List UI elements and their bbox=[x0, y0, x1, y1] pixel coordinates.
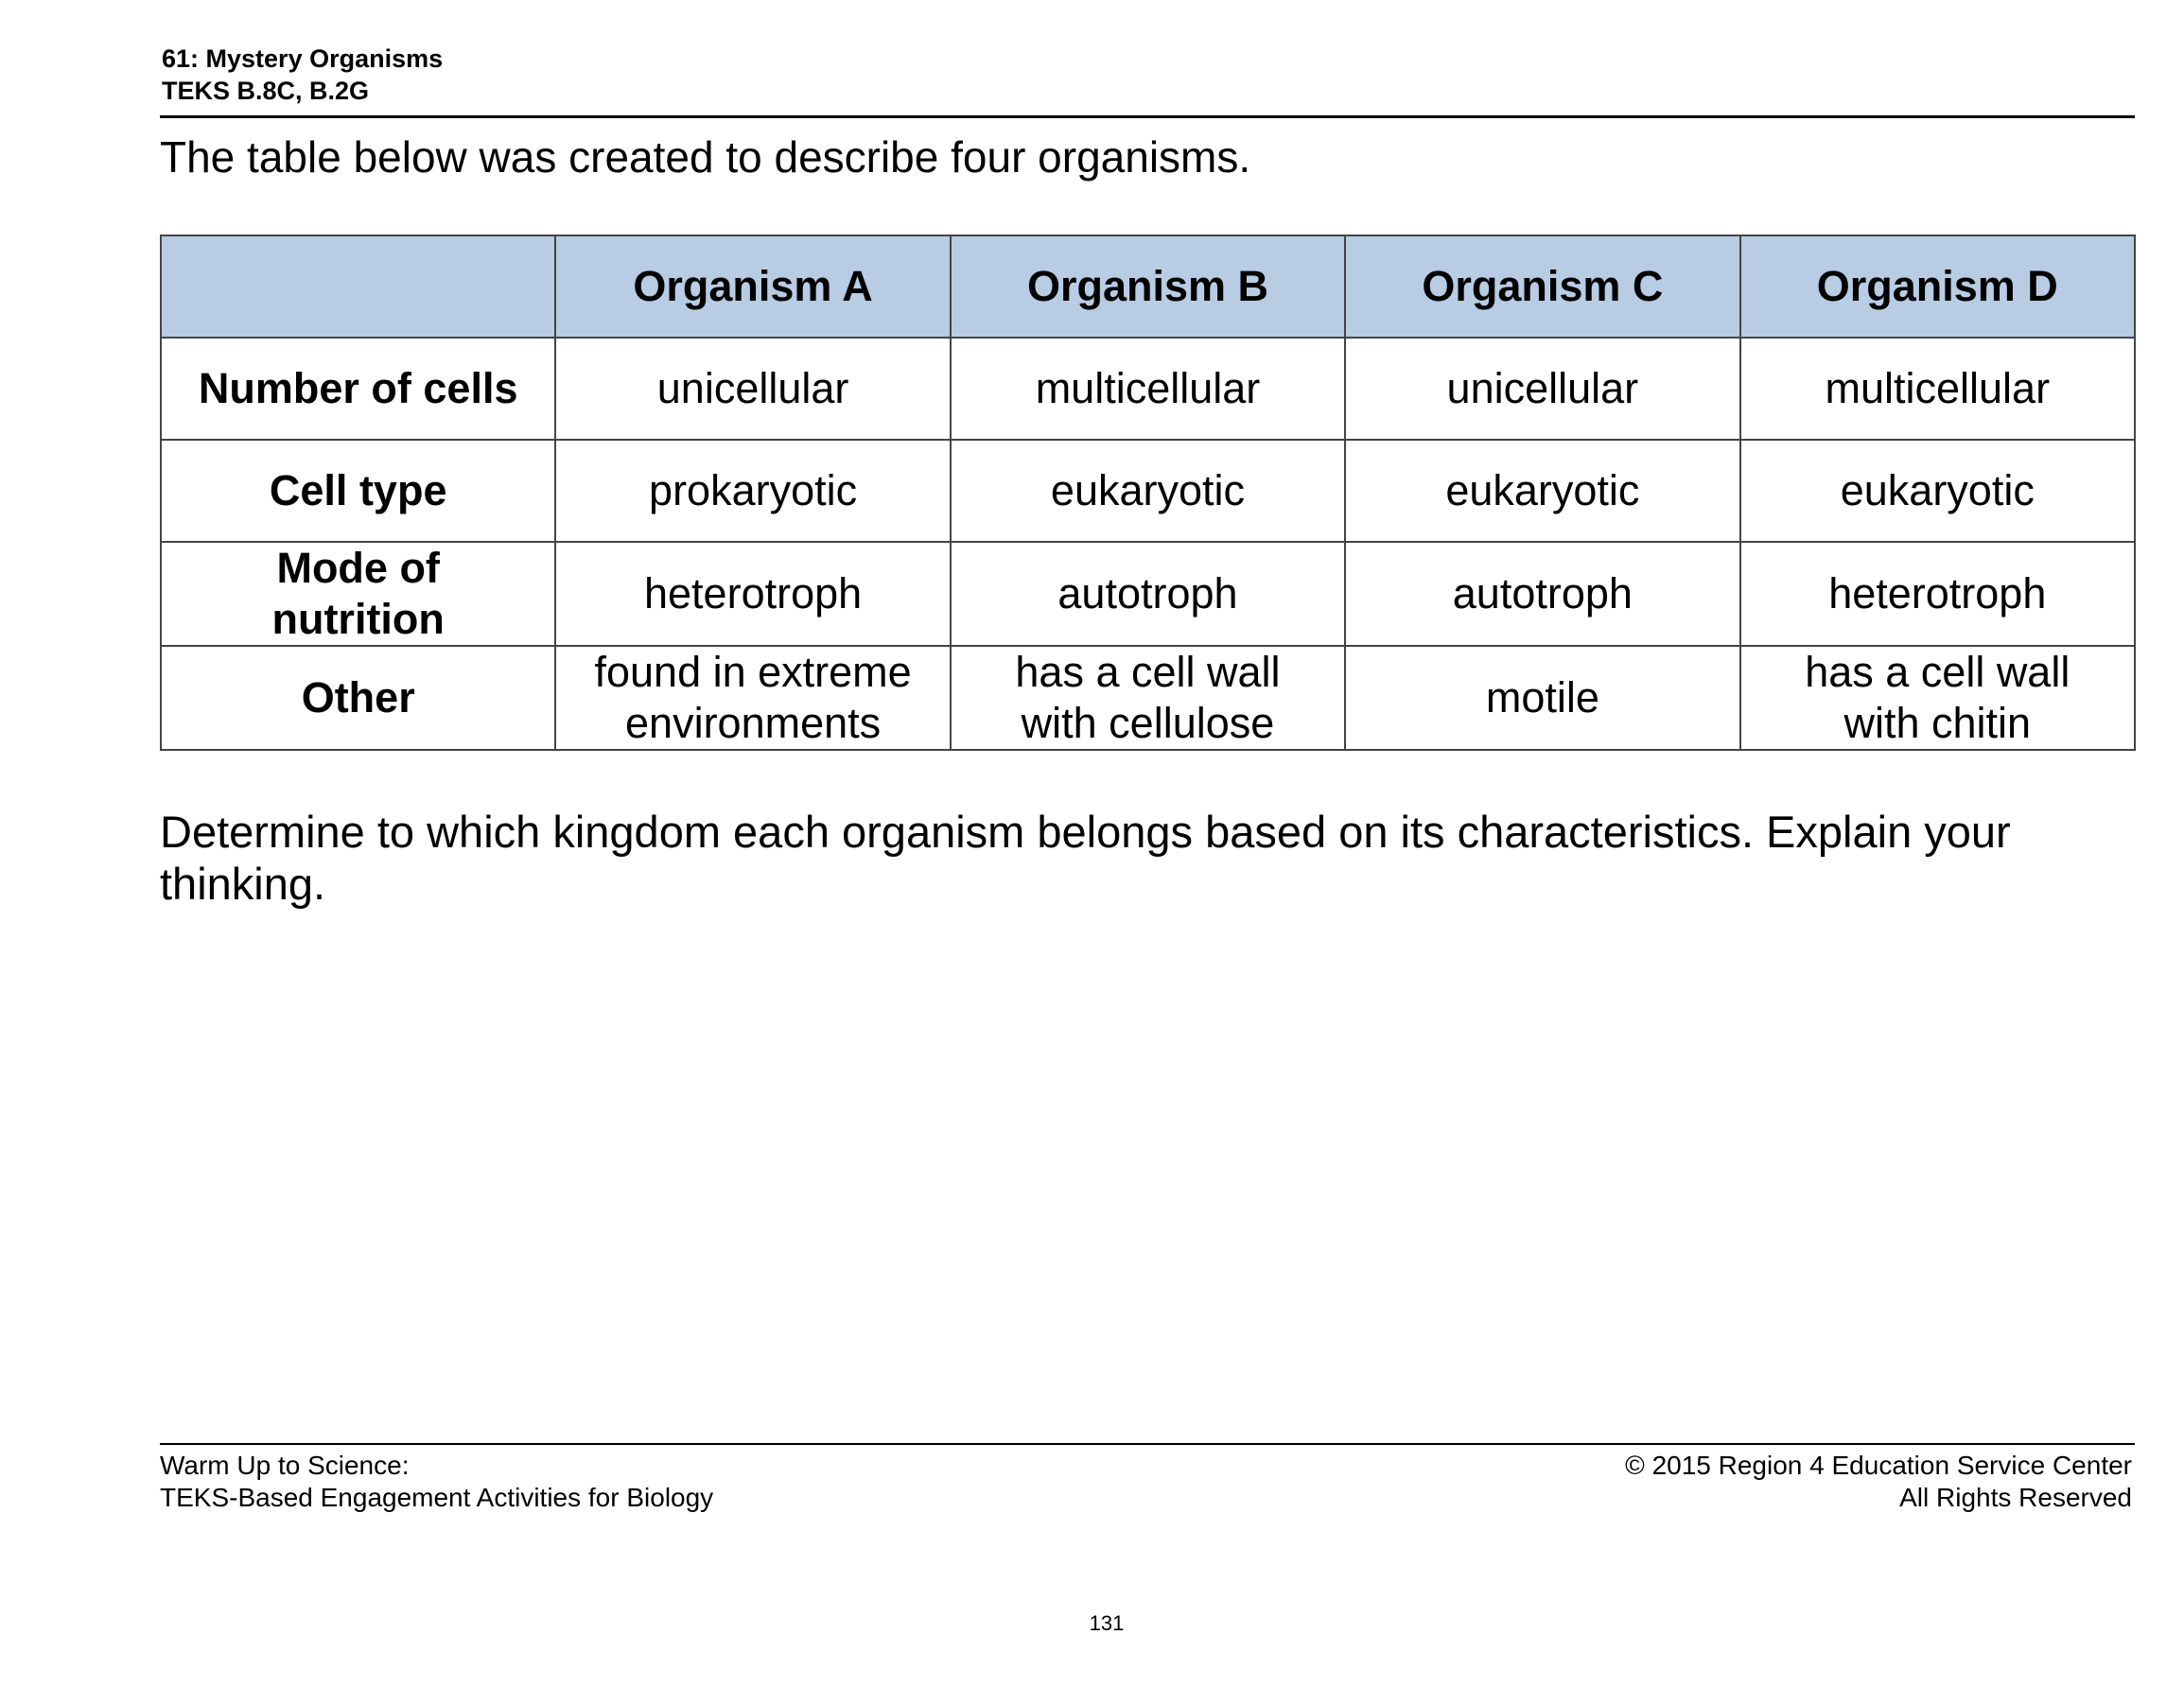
footer-rights: All Rights Reserved bbox=[1899, 1483, 2132, 1512]
table-cell: autotroph bbox=[951, 542, 1345, 646]
column-header: Organism D bbox=[1740, 235, 2135, 338]
table-cell: found in extreme environments bbox=[555, 646, 950, 750]
table-header-row bbox=[161, 235, 2135, 338]
table-cell: multicellular bbox=[951, 338, 1345, 440]
table-cell: autotroph bbox=[1345, 542, 1739, 646]
standards-label: TEKS B.8C, B.2G bbox=[162, 77, 370, 105]
table-cell: has a cell wall with cellulose bbox=[951, 646, 1345, 750]
column-header: Organism A bbox=[555, 235, 950, 338]
footer-left bbox=[160, 1450, 713, 1514]
table-cell: heterotroph bbox=[1740, 542, 2135, 646]
table-cell: multicellular bbox=[1740, 338, 2135, 440]
row-header: Other bbox=[161, 646, 555, 750]
footer-book-title: TEKS-Based Engagement Activities for Biology bbox=[160, 1483, 714, 1512]
intro-text: The table below was created to describe four organisms. bbox=[160, 132, 1251, 182]
row-header: Cell type bbox=[161, 440, 555, 542]
table-row bbox=[161, 440, 2135, 542]
table-cell: unicellular bbox=[1345, 338, 1739, 440]
footer-right bbox=[1625, 1450, 2132, 1514]
row-header: Number of cells bbox=[161, 338, 555, 440]
worksheet-title: 61: Mystery Organisms bbox=[162, 44, 444, 73]
table-cell: eukaryotic bbox=[951, 440, 1345, 542]
column-header: Organism B bbox=[951, 235, 1345, 338]
footer-divider bbox=[160, 1443, 2135, 1445]
page-number: 131 bbox=[1089, 1611, 1125, 1635]
table-cell: eukaryotic bbox=[1345, 440, 1739, 542]
table-row bbox=[161, 542, 2135, 646]
table-cell: has a cell wall with chitin bbox=[1740, 646, 2135, 750]
column-header bbox=[161, 235, 555, 338]
organism-table bbox=[160, 235, 2136, 751]
footer-copyright: © 2015 Region 4 Education Service Center bbox=[1625, 1451, 2132, 1480]
table-cell: eukaryotic bbox=[1740, 440, 2135, 542]
column-header: Organism C bbox=[1345, 235, 1739, 338]
table-row bbox=[161, 338, 2135, 440]
footer-series: Warm Up to Science: bbox=[160, 1451, 410, 1480]
table-row bbox=[161, 646, 2135, 750]
table-cell: motile bbox=[1345, 646, 1739, 750]
row-header: Mode of nutrition bbox=[161, 542, 555, 646]
table-cell: prokaryotic bbox=[555, 440, 950, 542]
header-divider bbox=[160, 115, 2135, 118]
table-cell: unicellular bbox=[555, 338, 950, 440]
question-text: Determine to which kingdom each organism belongs based on its characteristics. Explain your thinking. bbox=[160, 807, 2011, 909]
table-cell: heterotroph bbox=[555, 542, 950, 646]
